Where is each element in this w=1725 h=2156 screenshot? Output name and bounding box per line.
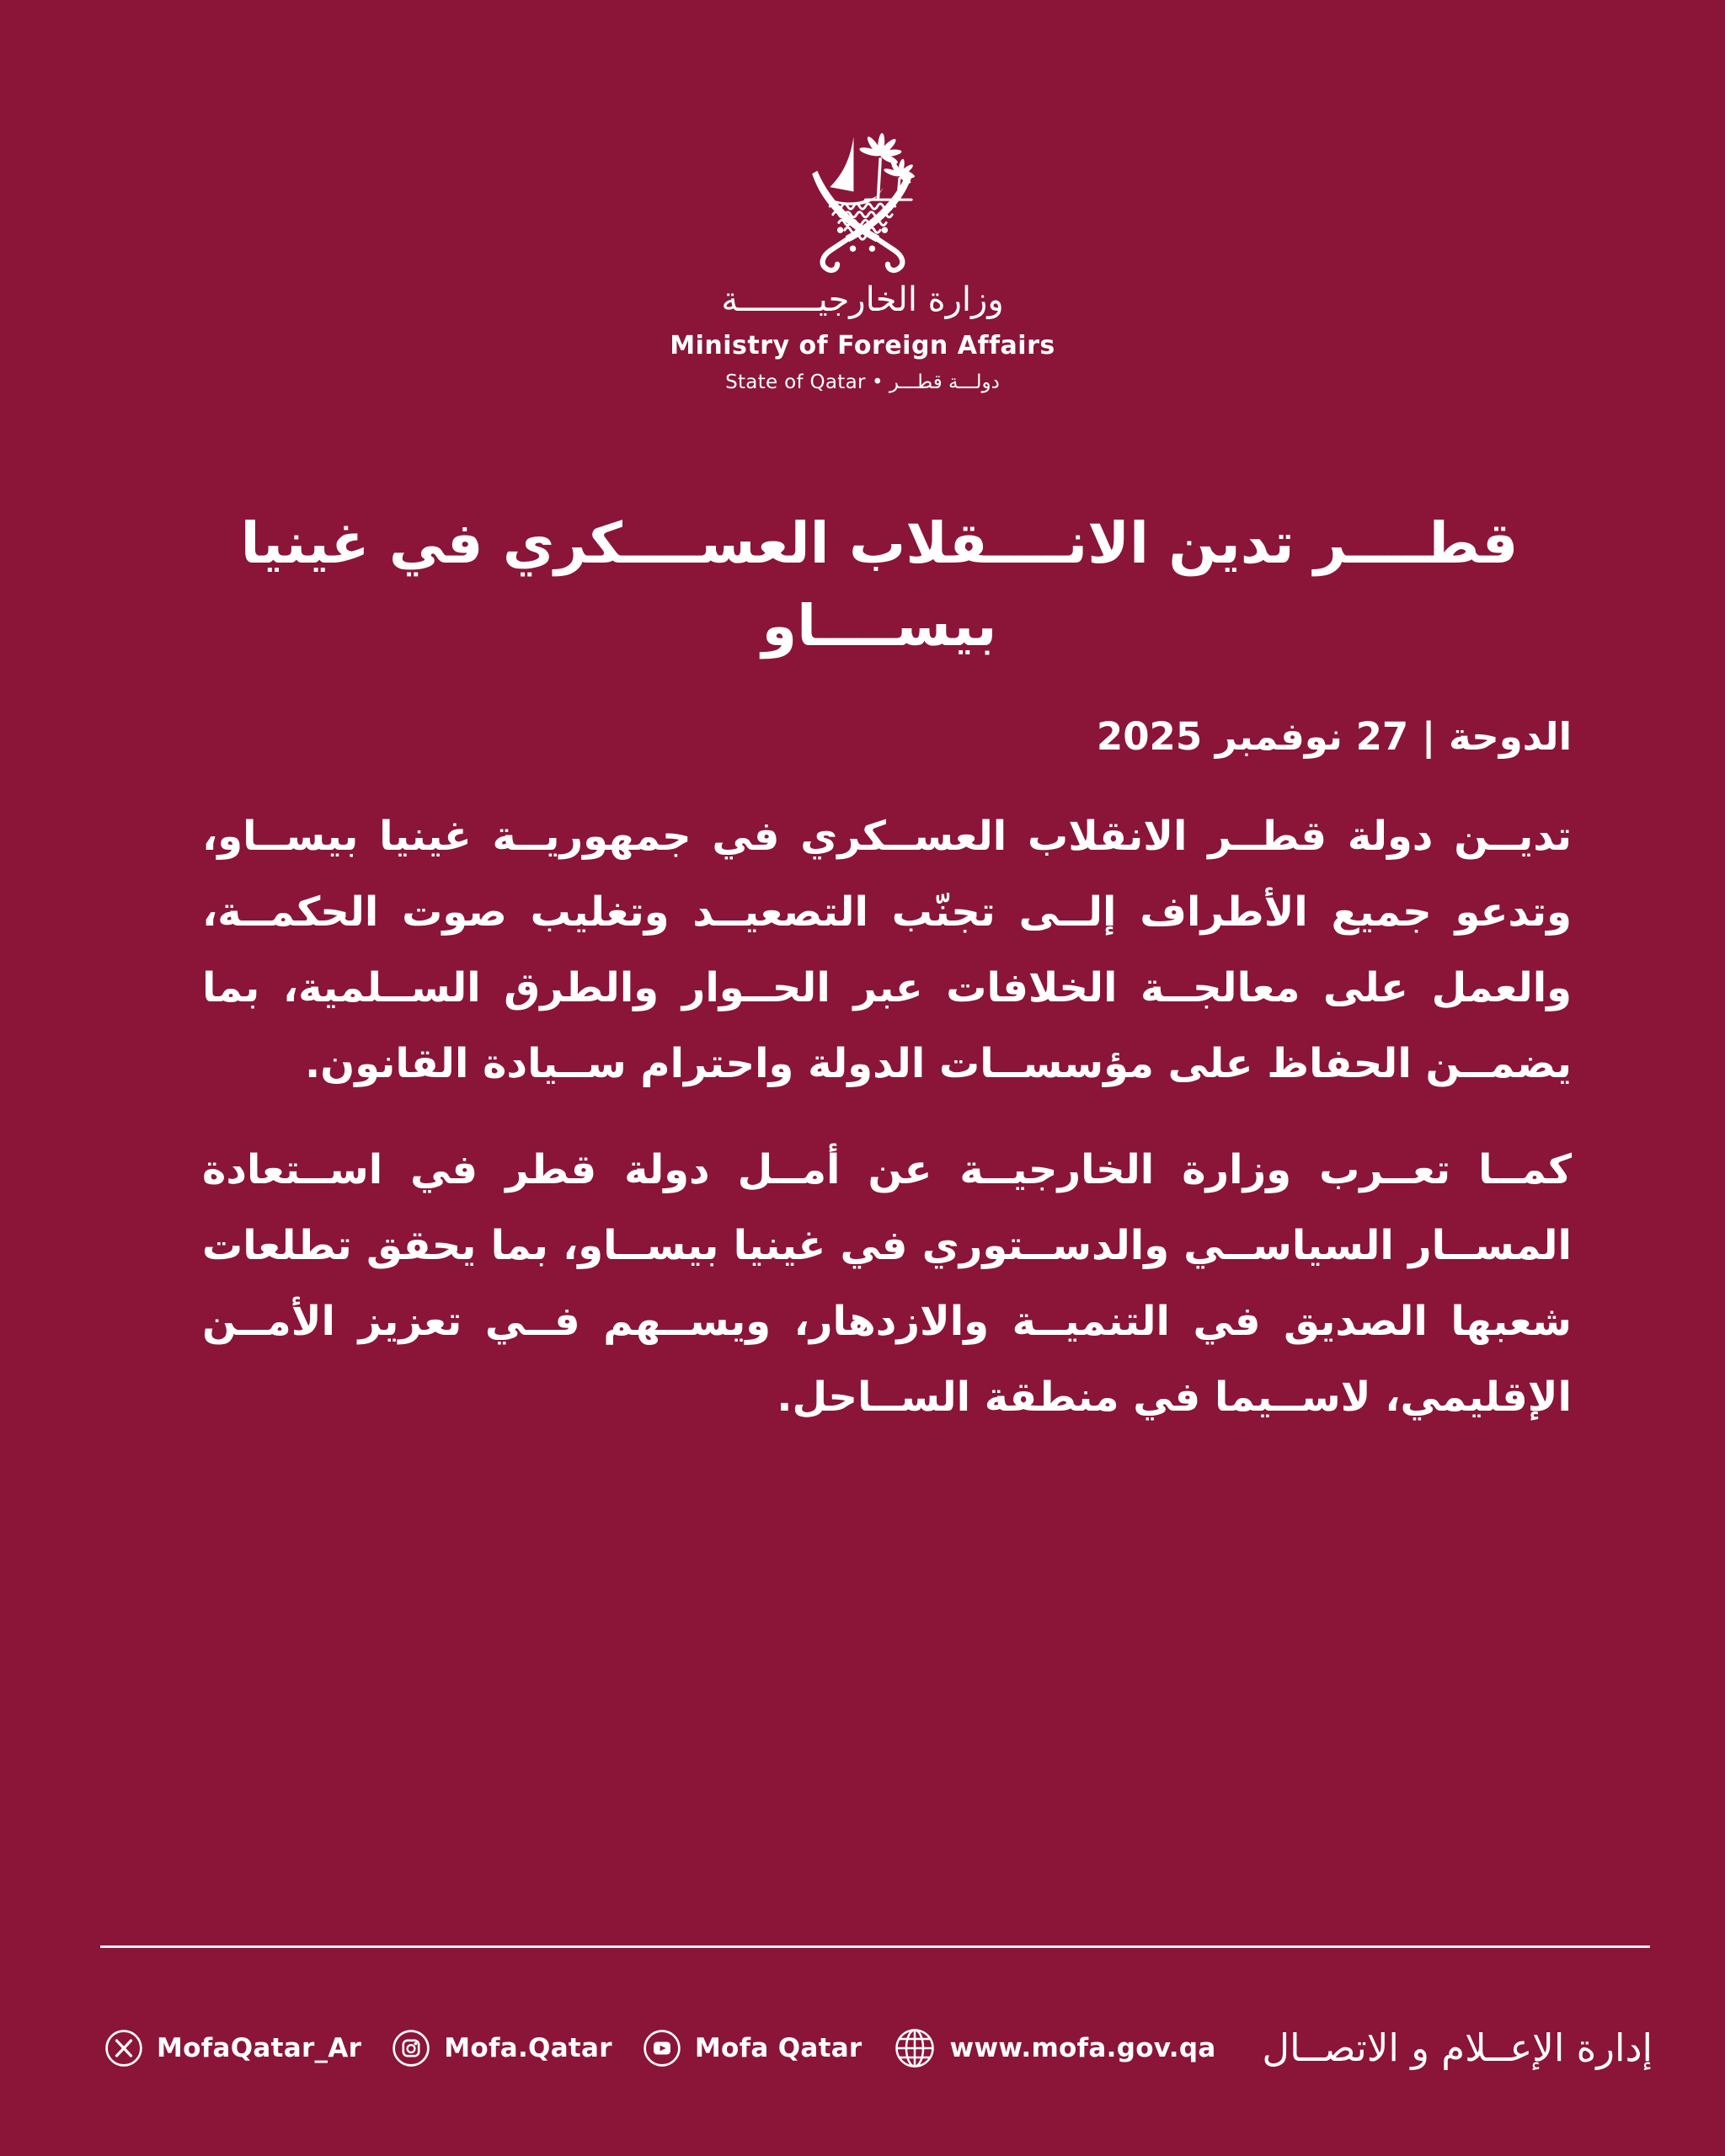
qatar-emblem-icon bbox=[788, 126, 937, 275]
website-url: www.mofa.gov.qa bbox=[949, 2033, 1216, 2063]
statement-title: قطــــر تدين الانــــقلاب العســــكري في غينيا بيســــاو bbox=[240, 510, 1519, 659]
ministry-name-english: Ministry of Foreign Affairs bbox=[670, 331, 1055, 360]
footer-divider bbox=[100, 1945, 1650, 1948]
youtube-handle: Mofa Qatar bbox=[694, 2033, 862, 2063]
statement-body bbox=[202, 798, 1572, 1435]
dateline: الدوحة | 27 نوفمبر 2025 bbox=[1096, 714, 1572, 759]
statement-paragraph-1: تديــن دولة قطــر الانقلاب العســكري في جمهوريــة غينيا بيســاو، وتدعو جميع الأطراف إلــى تجنّب التصعيــد وتغليب صوت الحكمــة، والعمل على معالجــة الخلافات عبر الحــوار والطرق الســلمية، بما يضمــن الحفاظ على مؤسســات الدولة واحترام ســيادة القانون. bbox=[202, 813, 1572, 1087]
website-link[interactable] bbox=[893, 2026, 1216, 2070]
statement-paragraph-2: كمــا تعــرب وزارة الخارجيــة عن أمــل دولة قطر في اســتعادة المســار السياســي والدســتوري في غينيا بيســاو، بما يحقق تطلعات شعبها الصديق في التنميــة والازدهار، ويســهم فــي تعزيز الأمــن الإقليمي، لاســيما في منطقة الســاحل. bbox=[202, 1146, 1572, 1421]
footer bbox=[104, 2023, 1653, 2073]
x-twitter-icon bbox=[104, 2029, 143, 2068]
x-twitter-link[interactable] bbox=[104, 2029, 361, 2068]
social-links bbox=[104, 2026, 1216, 2070]
state-of-qatar-line: دولـــة قطـــر • State of Qatar bbox=[725, 371, 1000, 393]
globe-icon bbox=[893, 2026, 937, 2070]
youtube-link[interactable] bbox=[643, 2029, 862, 2068]
header bbox=[0, 126, 1725, 394]
x-twitter-handle: MofaQatar_Ar bbox=[157, 2033, 362, 2063]
youtube-icon bbox=[643, 2029, 681, 2068]
qatar-mofa-emblem bbox=[788, 126, 937, 275]
department-label: إدارة الإعــلام و الاتصــال bbox=[1262, 2025, 1653, 2070]
instagram-icon bbox=[392, 2029, 430, 2068]
ministry-name-arabic: وزارة الخارجيــــــــة bbox=[721, 280, 1004, 319]
instagram-link[interactable] bbox=[392, 2029, 612, 2068]
instagram-handle: Mofa.Qatar bbox=[444, 2033, 612, 2063]
